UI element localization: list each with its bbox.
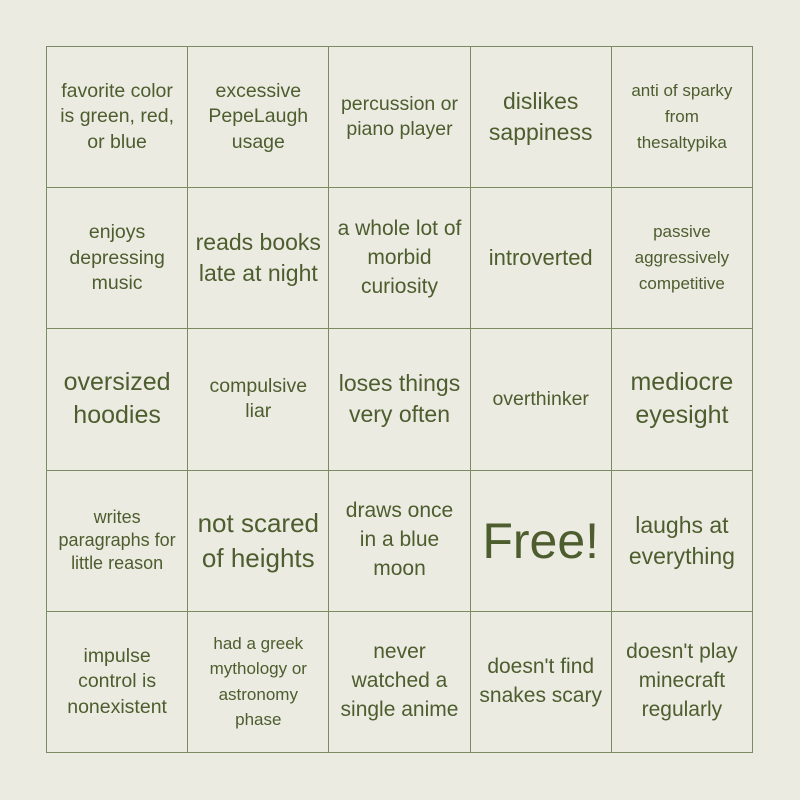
bingo-cell[interactable] [47,329,188,470]
bingo-cell[interactable] [329,188,470,329]
bingo-cell-text: reads books late at night [195,229,321,287]
bingo-cell-text: laughs at everything [628,511,735,569]
bingo-cell[interactable] [612,47,753,188]
bingo-cell-text: impulse control is nonexistent [67,644,167,718]
bingo-cell-text: favorite color is green, red, or blue [60,80,174,153]
bingo-cell[interactable] [188,188,329,329]
bingo-cell[interactable] [471,47,612,188]
bingo-cell-text: had a greek mythology or astronomy phase [209,633,307,730]
bingo-cell-text: overthinker [492,387,589,410]
bingo-cell-text: draws once in a blue moon [345,499,454,581]
bingo-cell[interactable] [612,471,753,612]
bingo-cell-text: passive aggressively competitive [634,221,730,294]
bingo-cell[interactable] [471,329,612,470]
bingo-cell-text: never watched a single anime [340,640,459,722]
bingo-cell-text: excessive PepeLaugh usage [208,80,309,153]
bingo-cell-text: not scared of heights [197,507,319,573]
bingo-cell[interactable] [188,471,329,612]
bingo-cell-text: oversized hoodies [63,367,171,430]
bingo-cell[interactable] [188,612,329,753]
bingo-cell[interactable] [47,188,188,329]
bingo-cell-text: writes paragraphs for little reason [58,507,176,574]
bingo-cell[interactable] [612,188,753,329]
bingo-cell-text: anti of sparky from thesaltypika [631,80,733,153]
bingo-cell[interactable] [471,612,612,753]
bingo-cell-text: doesn't find snakes scary [479,654,602,707]
bingo-cell-text: introverted [488,244,593,270]
bingo-cell[interactable] [188,47,329,188]
bingo-cell[interactable] [612,612,753,753]
bingo-cell[interactable] [47,612,188,753]
free-space[interactable] [471,471,612,612]
bingo-cell-text: dislikes sappiness [488,88,593,146]
bingo-cell[interactable] [329,47,470,188]
bingo-cell[interactable] [471,188,612,329]
free-space-text: Free! [482,512,600,569]
bingo-cell-text: doesn't play minecraft regularly [626,640,738,722]
bingo-cell[interactable] [47,47,188,188]
bingo-cell[interactable] [329,471,470,612]
bingo-board [46,46,753,753]
bingo-cell-text: mediocre eyesight [630,367,734,430]
bingo-cell[interactable] [188,329,329,470]
bingo-cell-text: a whole lot of morbid curiosity [337,216,462,298]
bingo-cell[interactable] [612,329,753,470]
bingo-cell-text: percussion or piano player [340,92,459,141]
bingo-cell-text: compulsive liar [209,375,308,423]
bingo-cell[interactable] [329,612,470,753]
bingo-cell-text: enjoys depressing music [69,221,165,294]
bingo-cell-text: loses things very often [338,370,461,428]
bingo-cell[interactable] [329,329,470,470]
bingo-cell[interactable] [47,471,188,612]
